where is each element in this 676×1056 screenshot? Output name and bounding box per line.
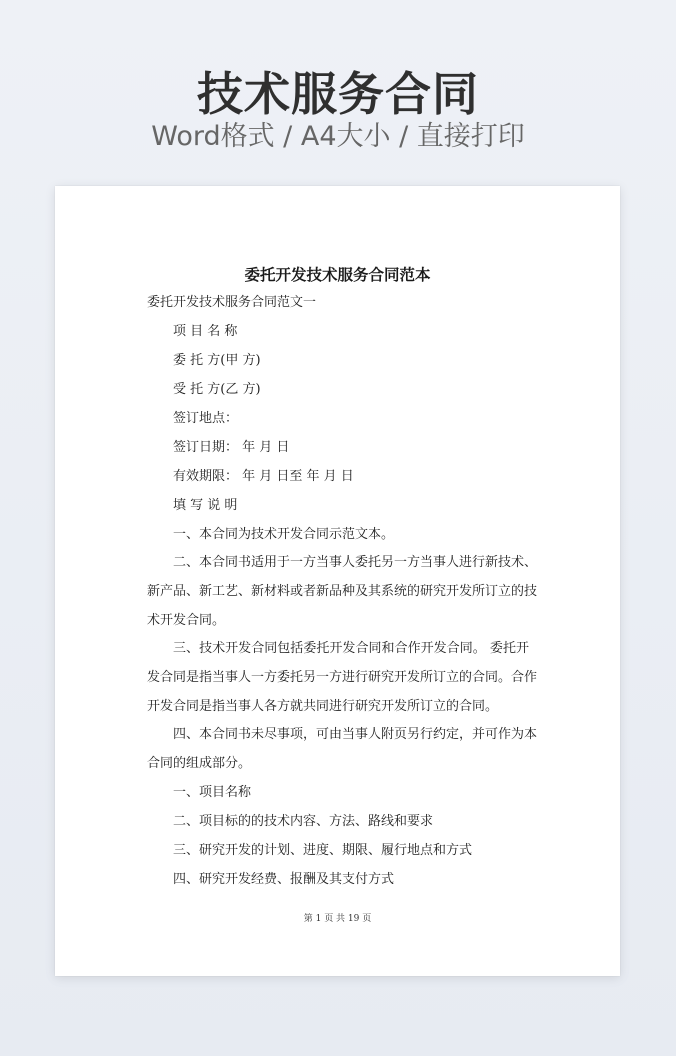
banner-title: 技术服务合同 [197, 67, 479, 121]
document-line-para-3a: 三、技术开发合同包括委托开发合同和合作开发合同。 委托开 [173, 641, 529, 656]
document-line-para-2b: 新产品、新工艺、新材料或者新品种及其系统的研究开发所订立的技 [147, 584, 538, 599]
document-line-para-2c: 术开发合同。 [147, 613, 226, 628]
document-line-sign-date: 签订日期： 年 月 日 [173, 440, 290, 455]
document-line-para-2a: 二、本合同书适用于一方当事人委托另一方当事人进行新技术、 [173, 555, 538, 570]
document-line-para-4b: 合同的组成部分。 [147, 756, 252, 771]
document-line-subtitle: 委托开发技术服务合同范文一 [147, 295, 317, 310]
document-line-section-3: 三、研究开发的计划、进度、期限、履行地点和方式 [173, 843, 473, 858]
document-line-para-3b: 发合同是指当事人一方委托另一方进行研究开发所订立的合同。合作 [147, 670, 538, 685]
document-title: 委托开发技术服务合同范本 [244, 266, 431, 284]
document-page [55, 186, 620, 976]
document-line-instructions: 填 写 说 明 [173, 498, 238, 513]
document-line-party-a: 委 托 方(甲 方) [173, 353, 261, 368]
document-line-section-1: 一、项目名称 [173, 785, 252, 800]
document-line-section-4: 四、研究开发经费、报酬及其支付方式 [173, 872, 395, 887]
document-line-para-3c: 开发合同是指当事人各方就共同进行研究开发所订立的合同。 [147, 699, 499, 714]
document-line-sign-place: 签订地点： [173, 411, 239, 426]
document-line-project-name: 项 目 名 称 [173, 324, 238, 339]
document-line-para-1: 一、本合同为技术开发合同示范文本。 [173, 527, 395, 542]
page-number-footer: 第 1 页 共 19 页 [303, 914, 372, 924]
document-line-section-2: 二、项目标的的技术内容、方法、路线和要求 [173, 814, 434, 829]
document-line-party-b: 受 托 方(乙 方) [173, 382, 261, 397]
document-line-valid-period: 有效期限： 年 月 日至 年 月 日 [173, 469, 354, 484]
document-line-para-4a: 四、本合同书未尽事项，可由当事人附页另行约定，并可作为本 [173, 727, 538, 742]
banner-subtitle: Word格式 / A4大小 / 直接打印 [151, 121, 525, 152]
